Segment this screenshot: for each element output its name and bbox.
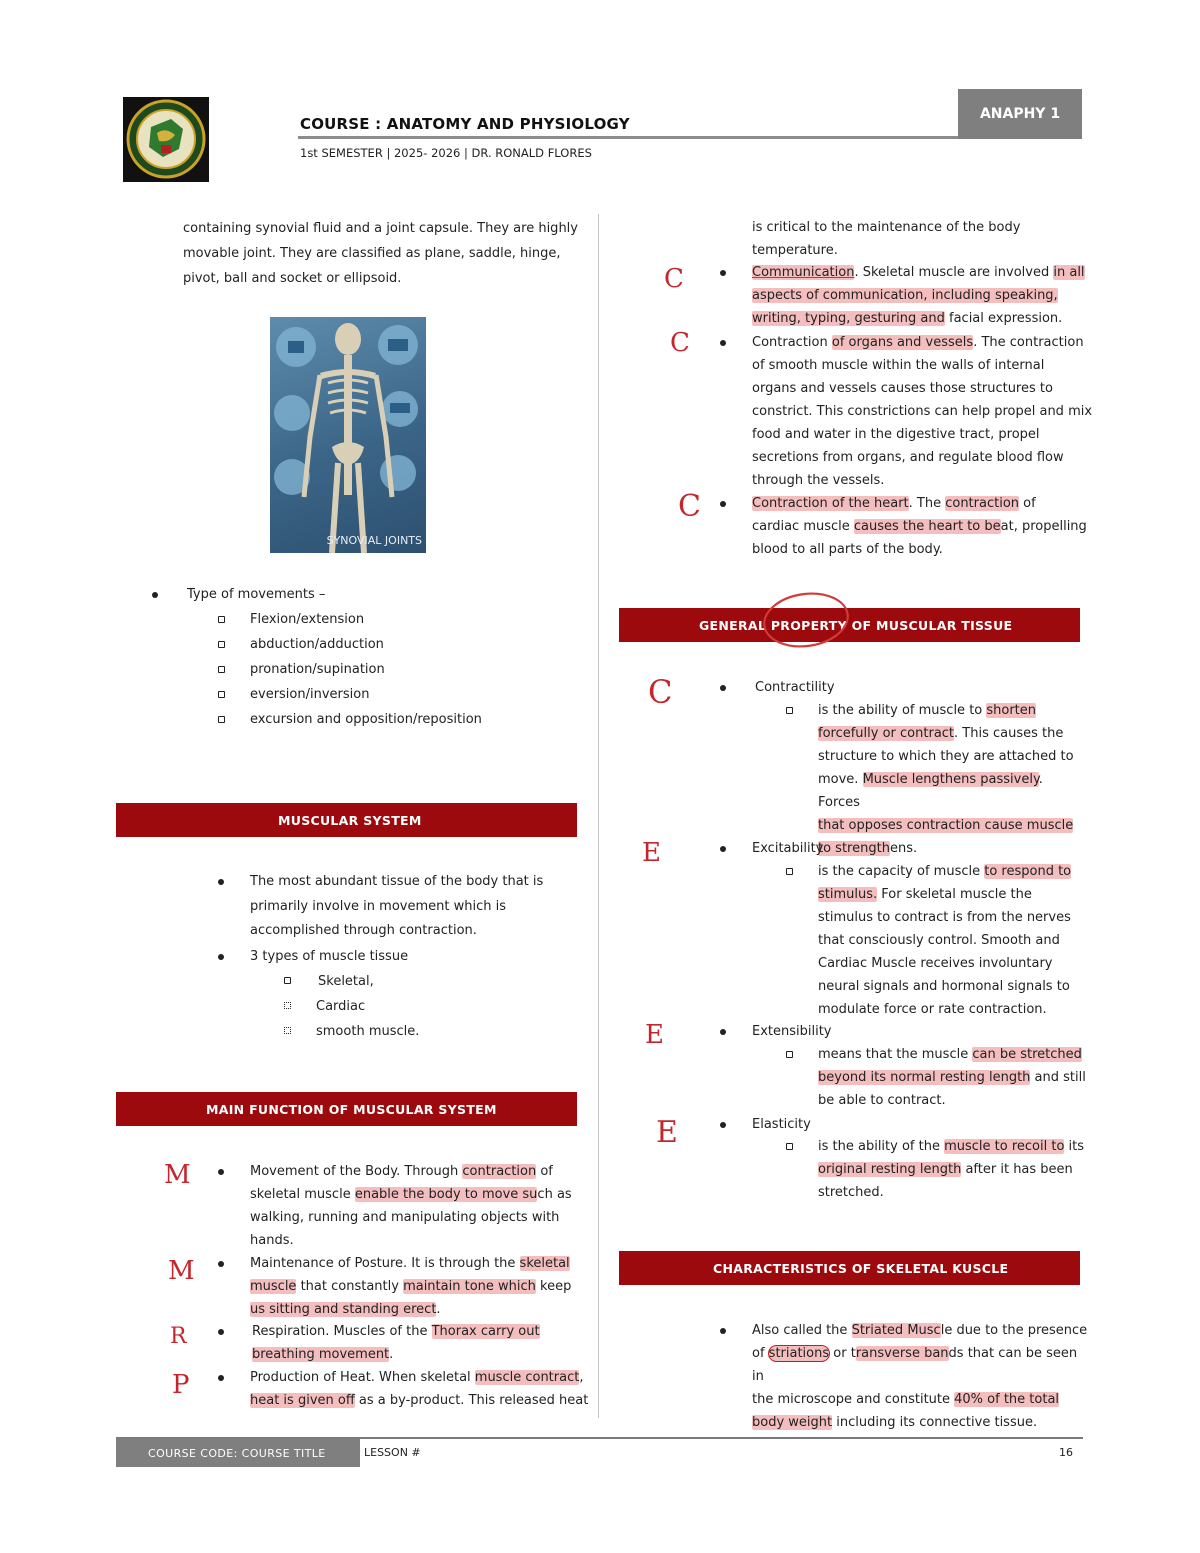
handwritten-annotation: E: [656, 1115, 678, 1150]
text-run: le due to the presence: [940, 1323, 1088, 1338]
text-run: Maintenance of Posture. It is through the: [250, 1256, 520, 1271]
highlight: ransverse ban: [855, 1346, 949, 1361]
handwritten-annotation: C: [670, 328, 690, 358]
text-run: modulate force or rate contraction.: [818, 1002, 1047, 1017]
text-run: Also called the: [752, 1323, 852, 1338]
footer-course-code: COURSE CODE: COURSE TITLE: [116, 1439, 360, 1467]
text-run: of: [1019, 496, 1036, 511]
highlight: in all: [1053, 265, 1085, 280]
highlight: of organs and vessels: [831, 335, 974, 350]
handwritten-annotation: C: [664, 264, 684, 294]
movement-item: excursion and opposition/reposition: [250, 712, 482, 727]
highlight: 40% of the total: [954, 1392, 1060, 1407]
section-heading-text: MUSCULAR SYSTEM: [278, 812, 422, 828]
text-run: through the vessels.: [752, 473, 885, 488]
highlight: original resting length: [818, 1162, 962, 1177]
text-run: of smooth muscle within the walls of internal: [752, 358, 1045, 373]
square-bullet-icon: [218, 716, 225, 723]
square-bullet-icon: [284, 1002, 291, 1009]
handwritten-annotation: P: [172, 1370, 190, 1400]
text-run: . This causes the: [954, 726, 1064, 741]
page-number: 16: [1059, 1446, 1073, 1459]
footer-lesson: LESSON #: [364, 1446, 421, 1459]
function-communication: [752, 261, 1092, 330]
section-heading-main-function: [116, 1092, 577, 1126]
text-run: .: [389, 1347, 394, 1362]
section-heading-skeletal-characteristics: [619, 1251, 1080, 1285]
text-run: structure to which they are attached to: [818, 749, 1074, 764]
bullet-icon: [218, 954, 224, 960]
property-excitability-text: [818, 860, 1088, 1021]
highlight: muscle contract: [474, 1370, 580, 1385]
property-contractility-title: Contractility: [755, 680, 835, 695]
university-seal-logo: [123, 97, 209, 182]
movement-item: pronation/supination: [250, 662, 385, 677]
bullet-icon: [720, 685, 726, 691]
handwritten-annotation: C: [648, 673, 673, 711]
text-run: ds that can be seen in: [752, 1346, 1078, 1384]
hand-drawn-circle-annotation: [760, 588, 852, 652]
square-bullet-icon: [284, 1027, 291, 1034]
text-run: organs and vessels causes those structures to: [752, 381, 1053, 396]
text-run: keep: [535, 1279, 572, 1294]
text-run: ,: [579, 1370, 584, 1385]
figure-label: SYNOVIAL JOINTS: [326, 534, 422, 547]
text-run: stimulus to contract is from the nerves: [818, 910, 1071, 925]
highlight: to strength: [818, 841, 890, 856]
muscular-system-description: [250, 870, 590, 944]
handwritten-annotation: C: [678, 489, 701, 524]
text-run: including its connective tissue.: [832, 1415, 1038, 1430]
text-run: temperature.: [752, 243, 838, 258]
property-excitability-title: Excitability: [752, 841, 824, 856]
highlight: muscle to recoil to: [944, 1139, 1065, 1154]
text-run: .: [436, 1302, 441, 1317]
text-run: as a by-product. This released heat: [354, 1393, 589, 1408]
text-run: . Skeletal muscle are involved: [854, 265, 1054, 280]
course-badge: ANAPHY 1: [958, 89, 1082, 139]
text-run: that constantly: [296, 1279, 404, 1294]
bullet-icon: [218, 879, 224, 885]
bullet-icon: [218, 1329, 224, 1335]
highlight: stimulus.: [818, 887, 878, 902]
square-bullet-icon: [786, 1051, 793, 1058]
text-run: its: [1064, 1139, 1085, 1154]
text-run: stretched.: [818, 1185, 884, 1200]
highlight: writing, typing, gesturing and: [752, 311, 945, 326]
square-bullet-icon: [786, 868, 793, 875]
text-run: Cardiac Muscle receives involuntary: [818, 956, 1053, 971]
line: accomplished through contraction.: [250, 923, 477, 938]
highlight: maintain tone which: [403, 1279, 536, 1294]
line: primarily involve in movement which is: [250, 898, 506, 914]
bullet-icon: [152, 592, 158, 598]
text-run: move.: [818, 772, 863, 787]
text-run: of: [752, 1346, 769, 1361]
handwritten-annotation: M: [164, 1160, 191, 1190]
text-run: secretions from organs, and regulate blood flow: [752, 450, 1064, 465]
text-run: that consciously control. Smooth and: [818, 933, 1060, 948]
text-run: Production of Heat. When skeletal: [250, 1370, 475, 1385]
text-run: means that the muscle: [818, 1047, 973, 1062]
movement-types-list: [150, 584, 590, 734]
text-run: after it has been: [961, 1162, 1073, 1177]
highlight: forcefully or contract: [818, 726, 955, 741]
function-contraction-heart: [752, 492, 1092, 561]
square-bullet-icon: [786, 1143, 793, 1150]
highlight: contraction: [945, 496, 1020, 511]
text-run: Contraction: [752, 335, 832, 350]
bullet-icon: [218, 1261, 224, 1267]
muscle-types-intro: 3 types of muscle tissue: [250, 949, 409, 964]
handwritten-annotation: E: [645, 1020, 664, 1050]
text-run: skeletal muscle: [250, 1187, 355, 1202]
highlight: body weight: [752, 1415, 833, 1430]
highlight: enable the body to move su: [354, 1187, 538, 1202]
text-run: ens.: [889, 841, 918, 856]
intro-line: pivot, ball and socket or ellipsoid.: [183, 271, 402, 286]
function-movement: [250, 1160, 590, 1252]
text-run: . Forces: [818, 772, 1043, 810]
text-run: constrict. This constrictions can help propel and mix: [752, 404, 1093, 419]
muscle-type-item: smooth muscle.: [316, 1024, 420, 1039]
handwritten-annotation: E: [642, 838, 661, 868]
intro-line: containing synovial fluid and a joint capsule. They are highly: [183, 221, 578, 236]
text-run: . The: [908, 496, 946, 511]
heat-continuation: [752, 216, 1082, 262]
property-extensibility-title: Extensibility: [752, 1024, 832, 1039]
highlight: muscle: [250, 1279, 297, 1294]
section-heading-muscular-system: [116, 803, 577, 837]
text-run: For skeletal muscle the: [877, 887, 1032, 902]
bullet-icon: [720, 1328, 726, 1334]
text-run: Respiration. Muscles of the: [252, 1324, 432, 1339]
highlight: that opposes contraction cause muscle: [818, 818, 1074, 833]
section-heading-text: MAIN FUNCTION OF MUSCULAR SYSTEM: [206, 1101, 497, 1117]
square-bullet-icon: [218, 641, 225, 648]
text-run: is the capacity of muscle: [818, 864, 985, 879]
list-item: [150, 659, 590, 684]
highlight: shorten: [986, 703, 1037, 718]
square-bullet-icon: [786, 707, 793, 714]
highlight: causes the heart to be: [853, 519, 1001, 534]
highlight: Muscle lengthens passively: [862, 772, 1039, 787]
function-posture: [250, 1252, 590, 1321]
movement-item: eversion/inversion: [250, 687, 370, 702]
highlight: heat is given off: [250, 1393, 355, 1408]
square-bullet-icon: [218, 691, 225, 698]
property-extensibility-text: [818, 1043, 1088, 1112]
bullet-icon: [720, 846, 726, 852]
movement-item: Flexion/extension: [250, 612, 365, 627]
text-run: food and water in the digestive tract, propel: [752, 427, 1040, 442]
highlight: beyond its normal resting length: [818, 1070, 1031, 1085]
course-subtitle: 1st SEMESTER | 2025- 2026 | DR. RONALD FLORES: [300, 146, 592, 160]
handwritten-annotation: M: [168, 1256, 195, 1286]
highlight: to respond to: [984, 864, 1072, 879]
highlight: us sitting and standing erect: [250, 1302, 437, 1317]
text-run: ch as: [537, 1187, 572, 1202]
text-run: is critical to the maintenance of the body: [752, 220, 1021, 235]
handwritten-annotation: R: [170, 1324, 187, 1349]
bullet-icon: [720, 501, 726, 507]
synovial-intro-paragraph: [183, 216, 583, 291]
text-run: . The contraction: [973, 335, 1084, 350]
text-run: of: [536, 1164, 553, 1179]
line: The most abundant tissue of the body that is: [250, 874, 544, 889]
movements-title: Type of movements –: [187, 587, 326, 602]
function-respiration: [252, 1320, 592, 1366]
text-run: walking, running and manipulating objects with: [250, 1210, 560, 1225]
list-item: [150, 709, 590, 734]
bullet-icon: [218, 1375, 224, 1381]
bullet-icon: [720, 270, 726, 276]
muscle-type-item: Cardiac: [316, 999, 366, 1014]
text-run: at, propelling: [1000, 519, 1087, 534]
text-run: hands.: [250, 1233, 294, 1248]
text-run: the microscope and constitute: [752, 1392, 955, 1407]
function-heat: [250, 1366, 600, 1412]
text-run: and still: [1030, 1070, 1086, 1085]
bullet-icon: [720, 1122, 726, 1128]
list-item: [150, 684, 590, 709]
list-item: [150, 634, 590, 659]
highlight: can be stretched: [972, 1047, 1082, 1062]
square-bullet-icon: [218, 666, 225, 673]
synovial-joints-figure: [270, 317, 426, 553]
muscle-type-item: Skeletal,: [318, 974, 374, 989]
square-bullet-icon: [218, 616, 225, 623]
column-divider: [598, 214, 599, 1418]
text-run: cardiac muscle: [752, 519, 854, 534]
bullet-icon: [218, 1169, 224, 1175]
property-elasticity-text: [818, 1135, 1088, 1204]
highlight: Communication: [752, 265, 855, 280]
bullet-icon: [720, 340, 726, 346]
movement-item: abduction/adduction: [250, 637, 384, 652]
text-run: or t: [829, 1346, 856, 1361]
text-run: neural signals and hormonal signals to: [818, 979, 1070, 994]
highlight: Striated Musc: [851, 1323, 941, 1338]
circled-highlight: striations: [768, 1346, 830, 1361]
highlight: aspects of communication, including speaking,: [752, 288, 1058, 303]
property-elasticity-title: Elasticity: [752, 1117, 811, 1132]
course-title: COURSE : ANATOMY AND PHYSIOLOGY: [300, 115, 630, 133]
highlight: skeletal: [519, 1256, 570, 1271]
text-run: be able to contract.: [818, 1093, 946, 1108]
text-run: facial expression.: [944, 311, 1063, 326]
highlight: Contraction of the heart: [752, 496, 909, 511]
section-heading-text: CHARACTERISTICS OF SKELETAL KUSCLE: [713, 1260, 1009, 1276]
property-contractility-text: [818, 699, 1088, 860]
intro-line: movable joint. They are classified as plane, saddle, hinge,: [183, 246, 561, 261]
highlight: breathing movement: [252, 1347, 390, 1362]
bullet-icon: [720, 1029, 726, 1035]
text-run: Movement of the Body. Through: [250, 1164, 463, 1179]
square-bullet-icon: [284, 977, 291, 984]
text-run: blood to all parts of the body.: [752, 542, 943, 557]
highlight: contraction: [462, 1164, 537, 1179]
list-item: [150, 584, 590, 609]
text-run: is the ability of muscle to: [818, 703, 987, 718]
skeletal-muscle-description: [752, 1319, 1092, 1434]
list-item: [150, 609, 590, 634]
function-contraction-organs: [752, 331, 1097, 492]
text-run: is the ability of the: [818, 1139, 945, 1154]
highlight: Thorax carry out: [431, 1324, 540, 1339]
section-heading-text: GENERAL PROPERTY OF MUSCULAR TISSUE: [699, 617, 1013, 633]
